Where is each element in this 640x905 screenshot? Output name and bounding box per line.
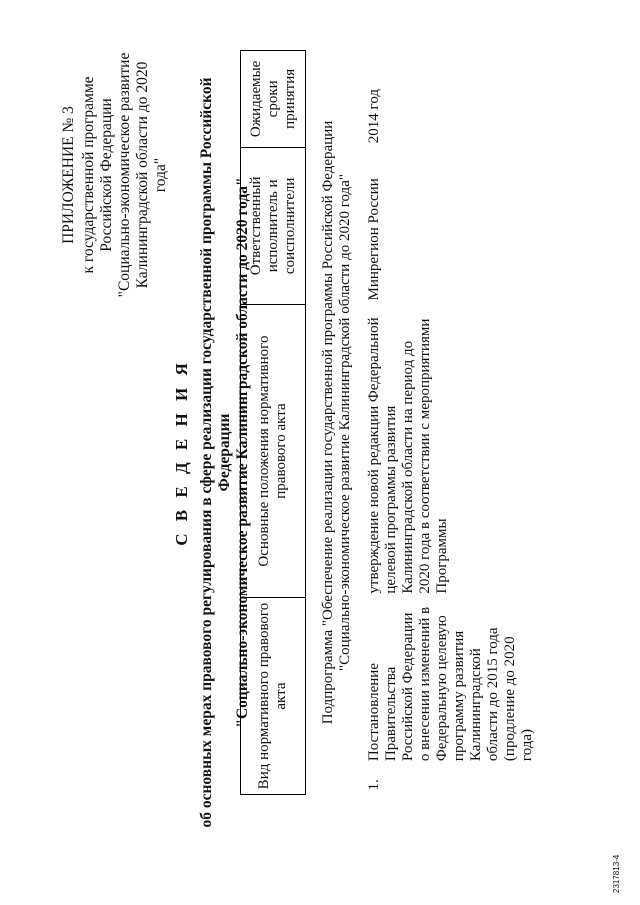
- appendix-line: Российской Федерации: [98, 98, 115, 252]
- subprogram-line: Подпрограмма "Обеспечение реализации государственной программы Российской Федерации: [320, 120, 336, 725]
- measures-table: [240, 50, 538, 795]
- appendix-line: Калининградской области до 2020 года": [134, 61, 169, 289]
- appendix-line: к государственной программе: [80, 76, 97, 274]
- header-provisions: Основные положения нормативного правового акта: [241, 305, 306, 598]
- header-term: Ожидаемые сроки принятия: [241, 51, 306, 148]
- table-row: [364, 51, 538, 795]
- subprogram-row: [306, 51, 365, 795]
- row-term: 2014 год: [366, 88, 382, 144]
- subprogram-line: "Социально-экономическое развитие Калининградской области до 2020 года": [337, 174, 353, 671]
- header-responsible: Ответственный исполнитель и соисполнители: [241, 147, 306, 304]
- header-act-type: Вид нормативного правового акта: [241, 598, 306, 795]
- document-title: С В Е Д Е Н И Я: [172, 359, 191, 546]
- appendix-title: ПРИЛОЖЕНИЕ № 3: [60, 106, 77, 244]
- subprogram-title: [306, 51, 365, 795]
- subtitle-line: "Социально-экономическое развитие Калининградской области до 2020 года": [234, 177, 251, 728]
- document-stamp: 2317813-4: [612, 854, 621, 893]
- appendix-header: [60, 50, 170, 300]
- row-responsible: Минрегион России: [366, 178, 382, 301]
- subtitle-line: об основных мерах правового регулирования в сфере реализации государственной программы Российской Федерации: [198, 77, 233, 828]
- row-act: Постановление Правительства Российской Федерации о внесении изменений в Федеральную целевую программу развития Калининградской области до 2015 года (продление до 2020 года): [366, 606, 535, 762]
- row-provisions: утверждение новой редакции Федеральной целевой программы развития Калининградской области на период до 2020 года в соответствии с мероприятиями Программы: [366, 317, 450, 594]
- table-header-row: [241, 51, 306, 795]
- appendix-line: "Социально-экономическое развитие: [116, 52, 133, 298]
- row-number: 1.: [366, 779, 382, 791]
